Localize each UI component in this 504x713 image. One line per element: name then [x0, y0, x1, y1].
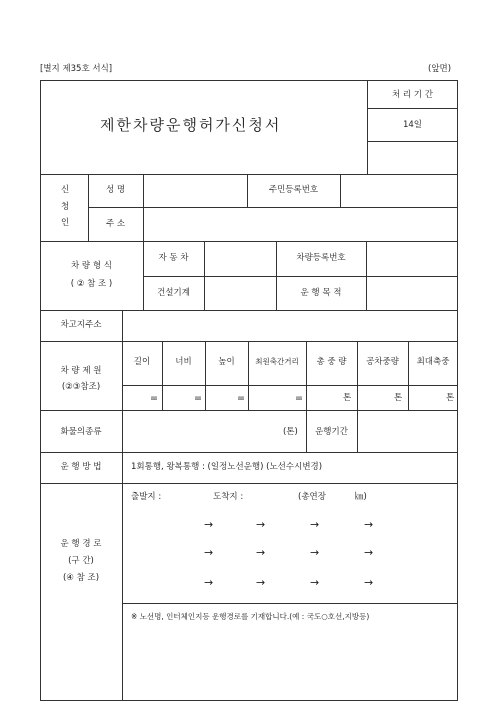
route-arrow: → [364, 546, 374, 559]
unit-width: ㎜ [195, 395, 202, 402]
operation-period-label: 운행기간 [315, 427, 348, 437]
route-arrow: → [204, 576, 214, 589]
route-arrow: → [256, 546, 266, 559]
unit-axle-distance: ㎜ [296, 395, 303, 402]
name-label: 성 명 [105, 185, 126, 195]
form-number: [별지 제35호 서식] [40, 64, 113, 74]
spec-header-length: 길이 [133, 357, 151, 367]
applicant-char-1: 신 [61, 185, 70, 195]
route-arrow: → [256, 518, 266, 531]
garage-address-label: 차고지주소 [60, 320, 102, 330]
route-section-label: (구 간) [68, 556, 94, 566]
processing-period-value: 14일 [402, 120, 423, 130]
address-label: 주 소 [105, 219, 126, 229]
spec-header-gross-weight: 총 중 량 [316, 357, 347, 367]
route-arrow: → [310, 546, 320, 559]
form-title: 제한차량운행허가신청서 [100, 116, 282, 134]
resident-number-label: 주민등록번호 [268, 185, 319, 195]
applicant-char-2: 청 [61, 202, 70, 212]
vehicle-type-label: 차 량 형 식 [71, 261, 112, 271]
vehicle-type-ref: ( ② 참 조 ) [70, 279, 113, 289]
operation-method-label: 운 행 방 법 [60, 462, 102, 472]
route-arrow: → [204, 546, 214, 559]
processing-period-label: 처 리 기 간 [392, 90, 433, 100]
cargo-type-label: 화물의종류 [60, 427, 102, 437]
applicant-char-3: 인 [61, 218, 70, 228]
route-note: ※ 노선명, 인터체인지등 운행경로를 기재합니다.(예 : 국도○호선,지방등) [131, 612, 370, 621]
route-arrow: → [256, 576, 266, 589]
route-arrow: → [364, 518, 374, 531]
vehicle-specs-ref: (②③참조) [61, 382, 101, 392]
operation-method-text: 1회통행, 왕복통행 : (일정노선운행) (노선수시변경) [131, 462, 323, 472]
departure-label: 출발지 : [131, 492, 162, 502]
front-side-label: (앞면) [428, 64, 452, 74]
unit-length: ㎜ [151, 395, 158, 402]
vehicle-specs-label: 차 량 제 원 [60, 366, 102, 376]
spec-header-max-axle-load: 최대축중 [416, 357, 450, 367]
unit-gross-weight: 톤 [343, 393, 352, 403]
vehicle-registration-label: 차량등록번호 [296, 253, 346, 263]
automobile-label: 자 동 차 [158, 253, 189, 263]
route-label: 운 행 경 로 [60, 539, 102, 549]
unit-height: ㎜ [238, 395, 245, 402]
route-arrow: → [364, 576, 374, 589]
spec-header-empty-weight: 공차중량 [366, 357, 399, 367]
route-arrow: → [310, 518, 320, 531]
route-arrow: → [204, 518, 214, 531]
cargo-ton-unit: (톤) [283, 427, 298, 437]
route-arrow: → [310, 576, 320, 589]
unit-max-axle-load: 톤 [446, 393, 455, 403]
unit-empty-weight: 톤 [394, 393, 403, 403]
route-ref: (④ 참 조) [62, 573, 100, 583]
spec-header-axle-distance: 최원축간거리 [255, 357, 299, 366]
construction-machine-label: 건설기계 [157, 288, 190, 298]
operation-purpose-label: 운 행 목 적 [300, 288, 342, 298]
arrival-label: 도착지 : [213, 492, 244, 502]
spec-header-width: 너비 [175, 357, 192, 367]
total-length-label: (총연장 [298, 492, 326, 502]
km-unit: ㎞) [355, 492, 367, 502]
spec-header-height: 높이 [218, 357, 235, 367]
